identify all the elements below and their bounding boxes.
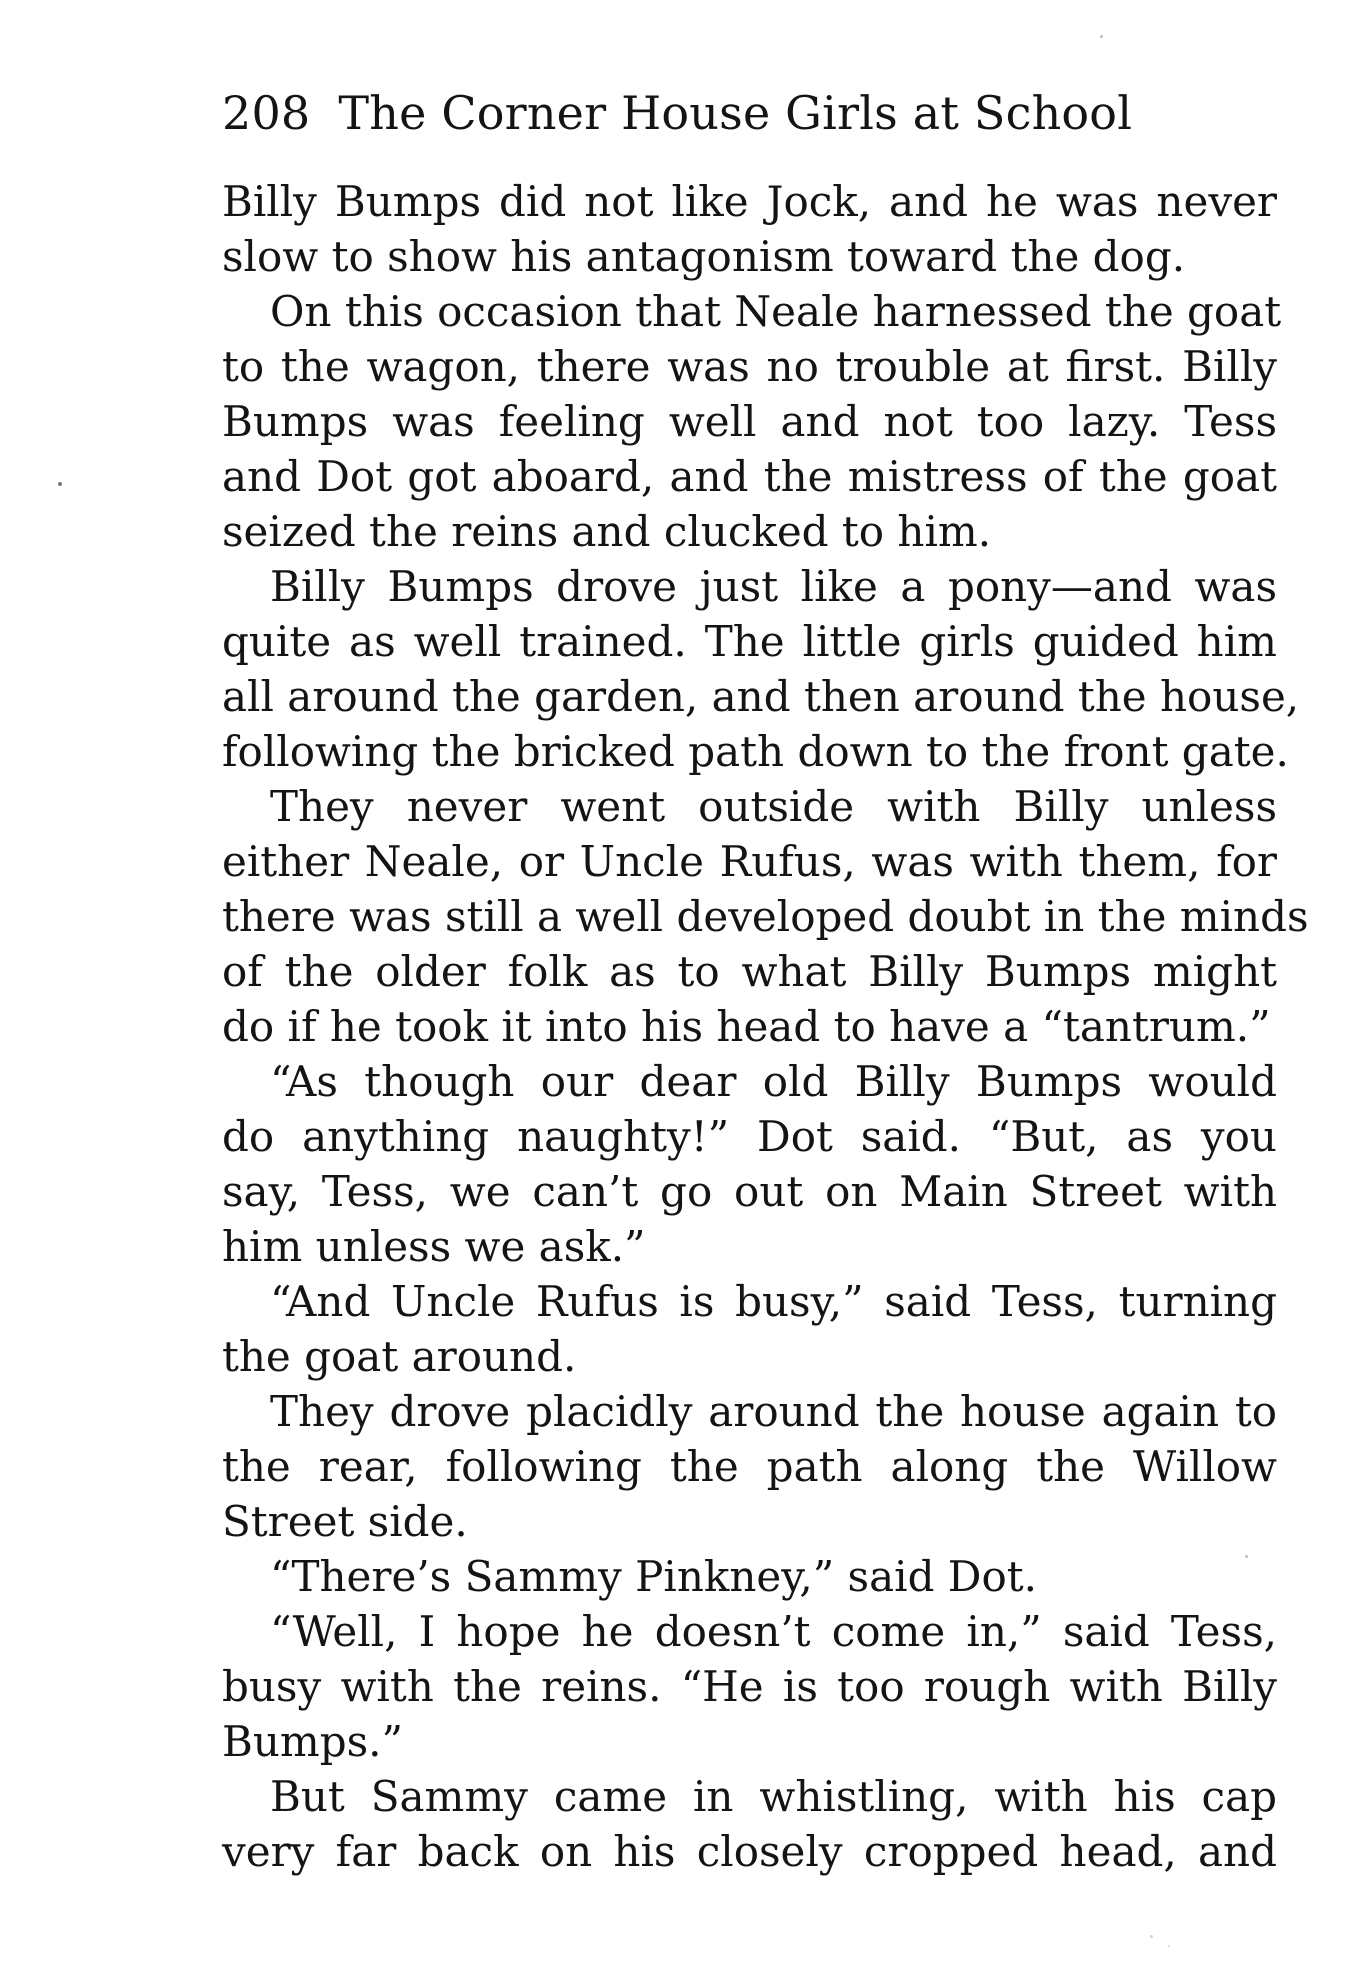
paragraph-start-line: “As though our dear old Billy Bumps would [270, 1057, 1277, 1106]
text-line: very far back on his closely cropped head, and [222, 1827, 1277, 1876]
paragraph-start-line: “And Uncle Rufus is busy,” said Tess, turning [270, 1277, 1277, 1326]
text-line: either Neale, or Uncle Rufus, was with them, for [222, 837, 1277, 886]
paper-speck [1168, 1945, 1170, 1947]
text-line: quite as well trained. The little girls guided him [222, 617, 1277, 666]
paragraph-start-line: But Sammy came in whistling, with his cap [270, 1772, 1277, 1821]
paragraph-start-line: Billy Bumps drove just like a pony—and was [270, 562, 1277, 611]
paper-speck [1100, 35, 1103, 38]
paper-speck [1150, 1935, 1153, 1938]
running-title: The Corner House Girls at School [338, 86, 1133, 140]
text-line: Bumps was feeling well and not too lazy. Tess [222, 397, 1277, 446]
text-line: do anything naughty!” Dot said. “But, as you [222, 1112, 1277, 1161]
paragraph-start-line: On this occasion that Neale harnessed the goat [270, 287, 1282, 336]
text-line: slow to show his antagonism toward the dog. [222, 232, 1186, 281]
text-line: say, Tess, we can’t go out on Main Street with [222, 1167, 1277, 1216]
text-line: him unless we ask.” [222, 1222, 646, 1271]
text-line: seized the reins and clucked to him. [222, 507, 992, 556]
paper-speck [1245, 1555, 1248, 1558]
text-line: do if he took it into his head to have a “tantrum.” [222, 1002, 1271, 1051]
text-line: Bumps.” [222, 1717, 404, 1766]
text-line: Street side. [222, 1497, 468, 1546]
body-text [222, 174, 1309, 1879]
text-line: busy with the reins. “He is too rough with Billy [222, 1662, 1277, 1711]
text-line: there was still a well developed doubt in the minds [222, 892, 1309, 941]
paragraph-start-line: They drove placidly around the house again to [270, 1387, 1277, 1436]
text-line: the rear, following the path along the Willow [222, 1442, 1277, 1491]
text-line: and Dot got aboard, and the mistress of the goat [222, 452, 1277, 501]
text-line: following the bricked path down to the front gate. [222, 727, 1289, 776]
paper-speck [58, 482, 62, 486]
paragraph-start-line: They never went outside with Billy unless [270, 782, 1277, 831]
text-line: all around the garden, and then around the house, [222, 672, 1300, 721]
page-number: 208 [222, 86, 311, 140]
text-line: the goat around. [222, 1332, 577, 1381]
paragraph-start-line: “There’s Sammy Pinkney,” said Dot. [270, 1552, 1037, 1601]
running-header [222, 78, 1282, 148]
text-line: Billy Bumps did not like Jock, and he was never [222, 177, 1277, 226]
text-line: of the older folk as to what Billy Bumps might [222, 947, 1277, 996]
text-line: to the wagon, there was no trouble at first. Billy [222, 342, 1277, 391]
paragraph-start-line: “Well, I hope he doesn’t come in,” said Tess, [270, 1607, 1277, 1656]
